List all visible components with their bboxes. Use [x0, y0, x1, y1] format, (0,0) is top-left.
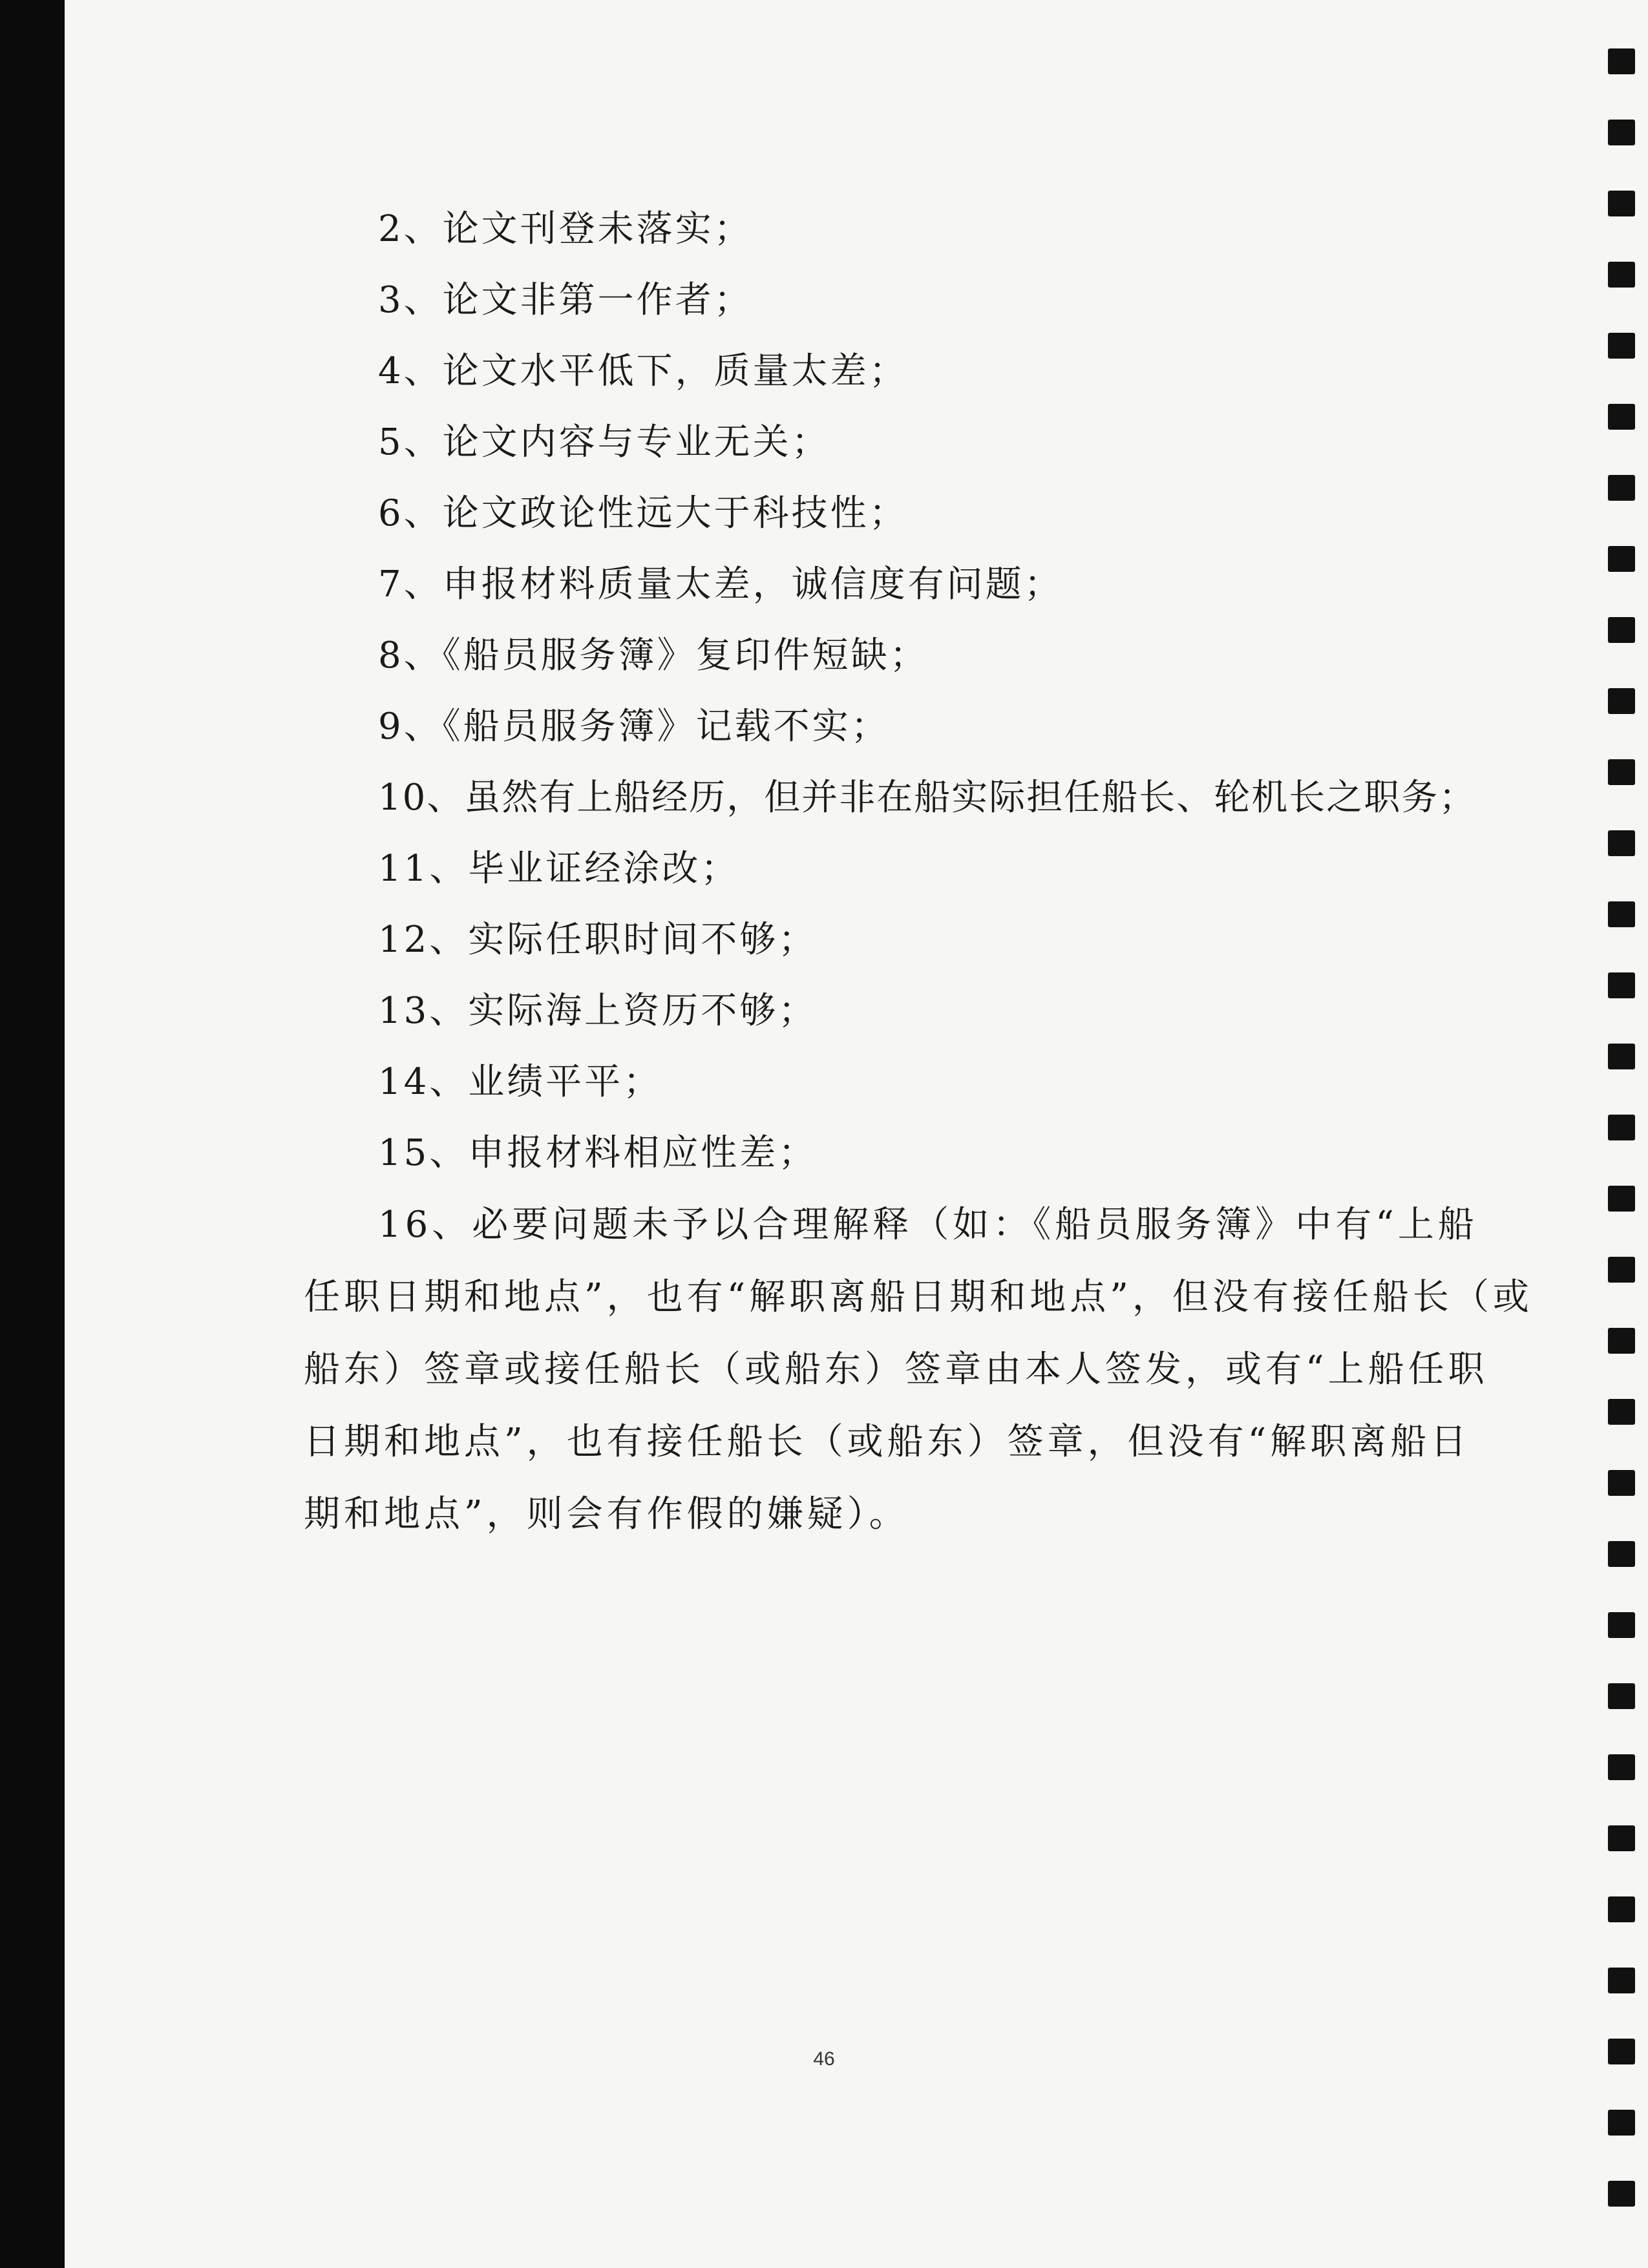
list-item: 8、《船员服务簿》复印件短缺； [378, 635, 929, 677]
binding-hole [1608, 191, 1635, 216]
binding-hole [1608, 1683, 1635, 1709]
paragraph-line: 16、必要问题未予以合理解释（如：《船员服务簿》中有“上船 [378, 1204, 1478, 1246]
binding-hole [1608, 617, 1635, 643]
scan-left-edge [0, 0, 65, 2268]
binding-hole [1608, 972, 1635, 998]
list-item: 11、毕业证经涂改； [378, 848, 740, 890]
list-item: 4、论文水平低下，质量太差； [378, 350, 908, 392]
binding-hole [1608, 830, 1635, 856]
binding-hole [1608, 475, 1635, 501]
list-item-16-paragraph [304, 1189, 1533, 1551]
binding-hole [1608, 333, 1635, 359]
binding-hole [1608, 1186, 1635, 1212]
binding-hole [1608, 759, 1635, 785]
binding-hole [1608, 1115, 1635, 1140]
list-item: 3、论文非第一作者； [378, 279, 753, 321]
binding-hole [1608, 2181, 1635, 2207]
binding-hole [1608, 546, 1635, 572]
binding-hole [1608, 1968, 1635, 1993]
binding-hole [1608, 1470, 1635, 1496]
binding-hole [1608, 688, 1635, 714]
list-item: 15、申报材料相应性差； [378, 1132, 818, 1174]
binding-hole [1608, 1328, 1635, 1354]
list-item: 13、实际海上资历不够； [378, 990, 818, 1032]
binding-hole [1608, 1612, 1635, 1638]
list-item: 10、虽然有上船经历，但并非在船实际担任船长、轮机长之职务； [378, 777, 1477, 819]
paragraph-line: 日期和地点”，也有接任船长（或船东）签章，但没有“解职离船日 [304, 1421, 1471, 1463]
binding-hole [1608, 1825, 1635, 1851]
binding-hole [1608, 1896, 1635, 1922]
document-body [304, 194, 1533, 1551]
binding-hole [1608, 1754, 1635, 1780]
binding-holes [1603, 0, 1648, 2268]
list-item: 2、论文刊登未落实； [378, 208, 753, 250]
binding-hole [1608, 262, 1635, 288]
binding-hole [1608, 404, 1635, 430]
page-number: 46 [813, 2048, 835, 2070]
binding-hole [1608, 1541, 1635, 1567]
binding-hole [1608, 120, 1635, 145]
list-item: 14、业绩平平； [378, 1061, 662, 1103]
list-item: 5、论文内容与专业无关； [378, 421, 830, 463]
binding-hole [1608, 2110, 1635, 2136]
binding-hole [1608, 901, 1635, 927]
list-item: 6、论文政论性远大于科技性； [378, 492, 908, 534]
paragraph-line: 期和地点”，则会有作假的嫌疑）。 [304, 1493, 909, 1535]
binding-hole [1608, 48, 1635, 74]
list-item: 7、申报材料质量太差，诚信度有问题； [378, 563, 1063, 605]
list-item: 9、《船员服务簿》记载不实； [378, 706, 890, 748]
paragraph-line: 船东）签章或接任船长（或船东）签章由本人签发，或有“上船任职 [304, 1349, 1488, 1391]
list-item: 12、实际任职时间不够； [378, 919, 818, 961]
paragraph-line: 任职日期和地点”，也有“解职离船日期和地点”，但没有接任船长（或 [304, 1276, 1533, 1318]
binding-hole [1608, 1399, 1635, 1425]
binding-hole [1608, 1044, 1635, 1069]
binding-hole [1608, 1257, 1635, 1283]
